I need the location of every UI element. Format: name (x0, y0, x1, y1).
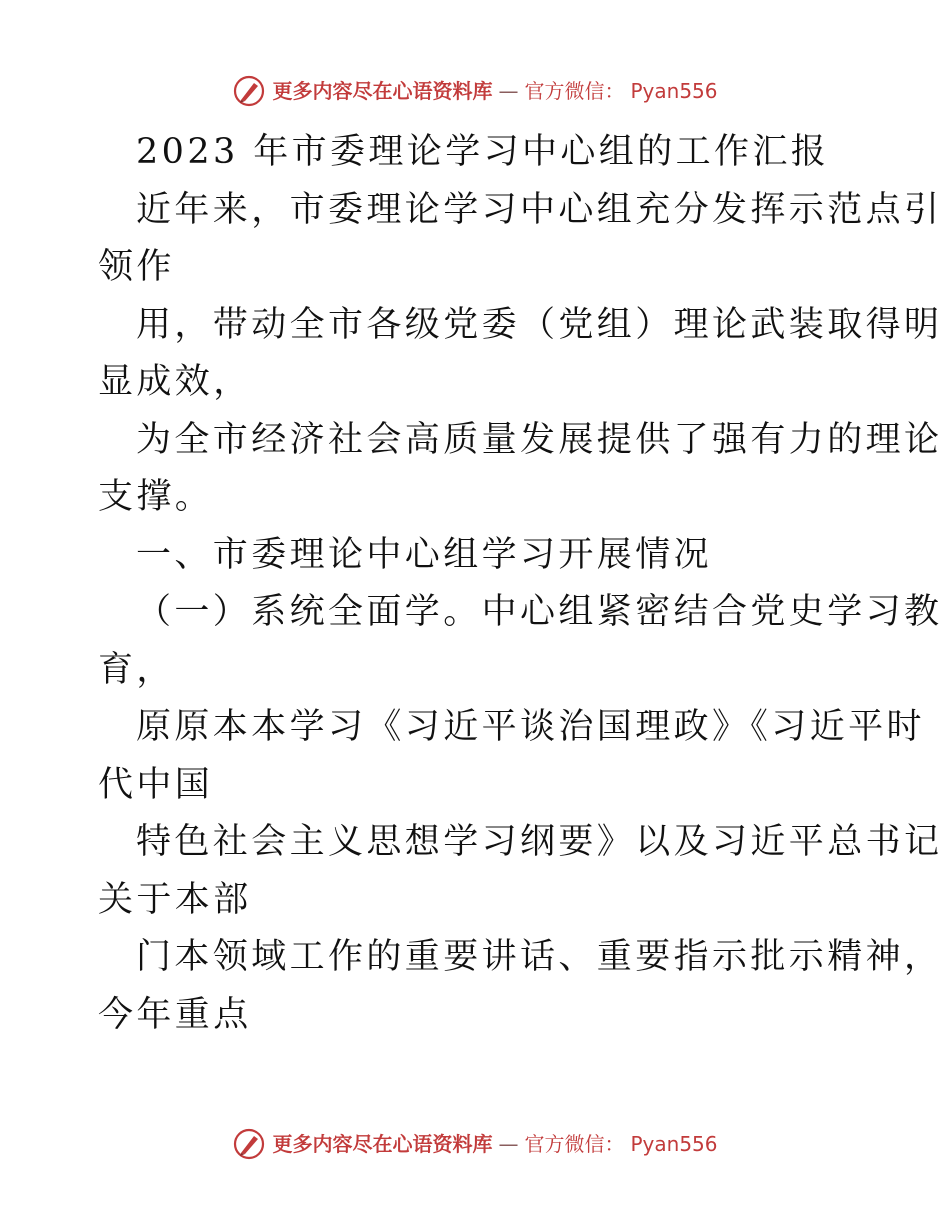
watermark-wechat-id: Pyan556 (630, 79, 718, 103)
document-line: 关于本部 (98, 879, 252, 920)
document-line: 今年重点 (98, 994, 252, 1035)
document-line: 2023 年市委理论学习中心组的工作汇报 (136, 132, 830, 172)
watermark-wechat-id: Pyan556 (630, 1132, 718, 1156)
watermark-wechat-label: 官方微信： (524, 79, 625, 103)
document-line: 用，带动全市各级党委（党组）理论武装取得明 (136, 304, 943, 345)
document-line: 为全市经济社会高质量发展提供了强有力的理论 (136, 419, 943, 460)
document-line: 代中国 (98, 764, 214, 805)
document-line: 特色社会主义思想学习纲要》以及习近平总书记 (136, 822, 943, 862)
watermark-dash: — (498, 1132, 519, 1156)
document-line: 育， (98, 649, 175, 690)
document-line: 近年来，市委理论学习中心组充分发挥示范点引 (136, 189, 943, 230)
watermark-wechat-label: 官方微信： (524, 1132, 625, 1156)
watermark-dash: — (498, 79, 519, 103)
document-line: 一、市委理论中心组学习开展情况 (136, 534, 713, 575)
document-line: 门本领域工作的重要讲话、重要指示批示精神， (136, 937, 943, 977)
document-line: 支撑。 (98, 477, 214, 517)
quill-pen-logo-icon (232, 1127, 266, 1161)
document-line: 领作 (98, 247, 175, 287)
watermark-promo-text: 更多内容尽在心语资料库 (272, 79, 493, 103)
document-line: 原原本本学习《习近平谈治国理政》《习近平时 (136, 707, 925, 747)
watermark-banner-top (0, 74, 950, 108)
document-line: （一）系统全面学。中心组紧密结合党史学习教 (136, 592, 943, 632)
watermark-banner-bottom (0, 1127, 950, 1161)
document-body (98, 124, 943, 1044)
watermark-promo-text: 更多内容尽在心语资料库 (272, 1132, 493, 1156)
quill-pen-logo-icon (232, 74, 266, 108)
document-line: 显成效， (98, 362, 252, 402)
